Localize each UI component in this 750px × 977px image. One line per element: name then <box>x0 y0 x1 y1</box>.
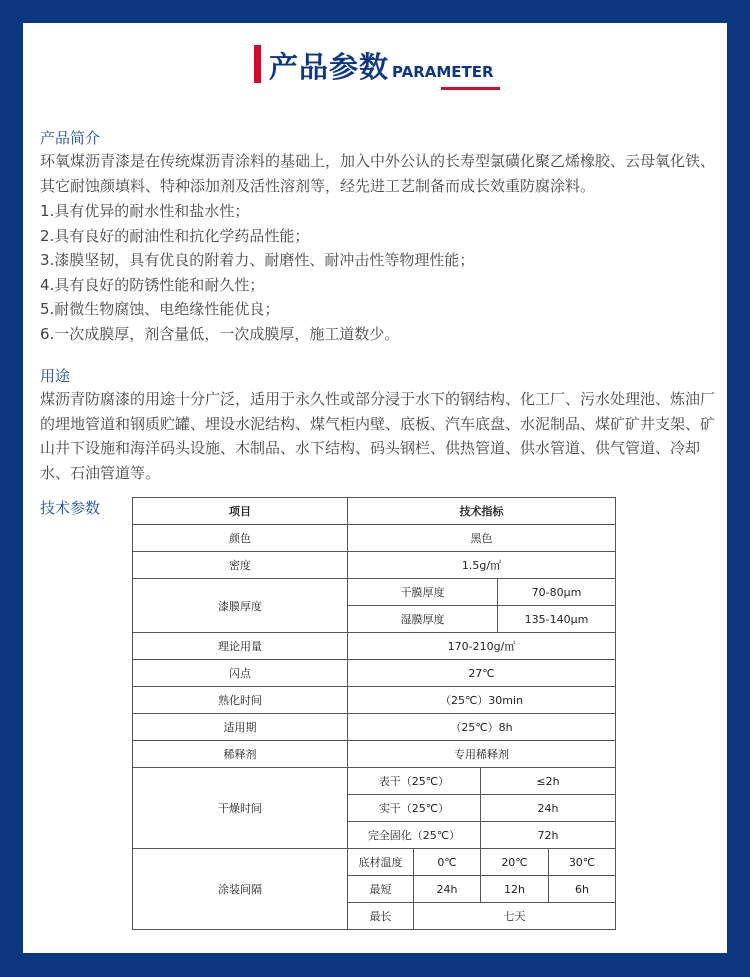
usage-paragraph: 煤沥青防腐漆的用途十分广泛，适用于永久性或部分浸于水下的钢结构、化工厂、污水处理池、炼油厂的埋地管道和钢质贮罐、埋设水泥结构、煤气柜内壁、底板、汽车底盘、水泥制品、煤矿矿井支架、矿山井下设施和海洋码头设施、木制品、水下结构、码头钢栏、供热管道、供水管道、供气管道、冷却水、石油管道等。 <box>40 390 716 482</box>
row-value: ≤2h <box>481 768 616 795</box>
table-row <box>133 741 616 768</box>
table-row <box>133 633 616 660</box>
intro-paragraph: 环氧煤沥青漆是在传统煤沥青涂料的基础上，加入中外公认的长寿型氯磺化聚乙烯橡胶、云母氧化铁、其它耐蚀颜填料、特种添加剂及活性溶剂等，经先进工艺制备而成长效重防腐涂料。 <box>40 152 716 195</box>
sub-label: 最短 <box>348 876 414 903</box>
row-label: 理论用量 <box>133 633 348 660</box>
row-value: 0℃ <box>414 849 481 876</box>
usage-heading: 用途 <box>40 367 71 385</box>
row-value: 30℃ <box>549 849 616 876</box>
header-title: 产品参数 <box>269 50 390 84</box>
tech-heading: 技术参数 <box>40 499 101 517</box>
header-underline <box>441 87 500 90</box>
intro-heading: 产品简介 <box>40 129 101 147</box>
table-header-row <box>133 498 616 525</box>
col-header-spec: 技术指标 <box>348 498 616 525</box>
sub-label: 完全固化（25℃） <box>348 822 481 849</box>
feature-item: 2.具有良好的耐油性和抗化学药品性能； <box>40 226 310 245</box>
row-label: 适用期 <box>133 714 348 741</box>
row-value: 27℃ <box>348 660 616 687</box>
table-row <box>133 849 616 876</box>
row-value: 170-210g/㎡ <box>348 633 616 660</box>
table-row <box>133 525 616 552</box>
row-value: 24h <box>481 795 616 822</box>
col-header-item: 项目 <box>133 498 348 525</box>
table-row <box>133 579 616 606</box>
table-row <box>133 768 616 795</box>
row-label: 闪点 <box>133 660 348 687</box>
header-subtitle: PARAMETER <box>392 63 494 81</box>
sub-label: 表干（25℃） <box>348 768 481 795</box>
row-value: 1.5g/㎡ <box>348 552 616 579</box>
row-value: 72h <box>481 822 616 849</box>
row-value: 24h <box>414 876 481 903</box>
row-value: 70-80μm <box>498 579 616 606</box>
feature-list <box>40 199 720 346</box>
row-value: （25℃）8h <box>348 714 616 741</box>
row-value: 专用稀释剂 <box>348 741 616 768</box>
feature-item: 3.漆膜坚韧，具有优良的附着力、耐磨性、耐冲击性等物理性能； <box>40 251 475 269</box>
header-accent-bar <box>254 45 261 83</box>
spec-table <box>132 497 616 930</box>
sub-label: 最长 <box>348 903 414 930</box>
row-value: （25℃）30min <box>348 687 616 714</box>
table-row <box>133 714 616 741</box>
row-value: 黑色 <box>348 525 616 552</box>
row-label: 密度 <box>133 552 348 579</box>
row-label: 稀释剂 <box>133 741 348 768</box>
row-value: 12h <box>481 876 549 903</box>
sub-label: 干膜厚度 <box>348 579 498 606</box>
row-label: 干燥时间 <box>133 768 348 849</box>
row-label: 涂装间隔 <box>133 849 348 930</box>
sub-label: 底材温度 <box>348 849 414 876</box>
section-header <box>23 23 727 103</box>
row-value: 20℃ <box>481 849 549 876</box>
feature-item: 1.具有优异的耐水性和盐水性； <box>40 202 250 220</box>
row-value: 七天 <box>414 903 616 930</box>
feature-item: 6.一次成膜厚，剂含量低，一次成膜厚，施工道数少。 <box>40 324 400 343</box>
sub-label: 实干（25℃） <box>348 795 481 822</box>
row-label: 熟化时间 <box>133 687 348 714</box>
row-label: 漆膜厚度 <box>133 579 348 633</box>
sub-label: 湿膜厚度 <box>348 606 498 633</box>
row-value: 6h <box>549 876 616 903</box>
feature-item: 5.耐微生物腐蚀、电绝缘性能优良； <box>40 300 280 318</box>
table-row <box>133 660 616 687</box>
feature-item: 4.具有良好的防锈性能和耐久性； <box>40 275 265 294</box>
table-row <box>133 687 616 714</box>
row-value: 135-140μm <box>498 606 616 633</box>
content-panel <box>23 23 727 953</box>
row-label: 颜色 <box>133 525 348 552</box>
table-row <box>133 552 616 579</box>
